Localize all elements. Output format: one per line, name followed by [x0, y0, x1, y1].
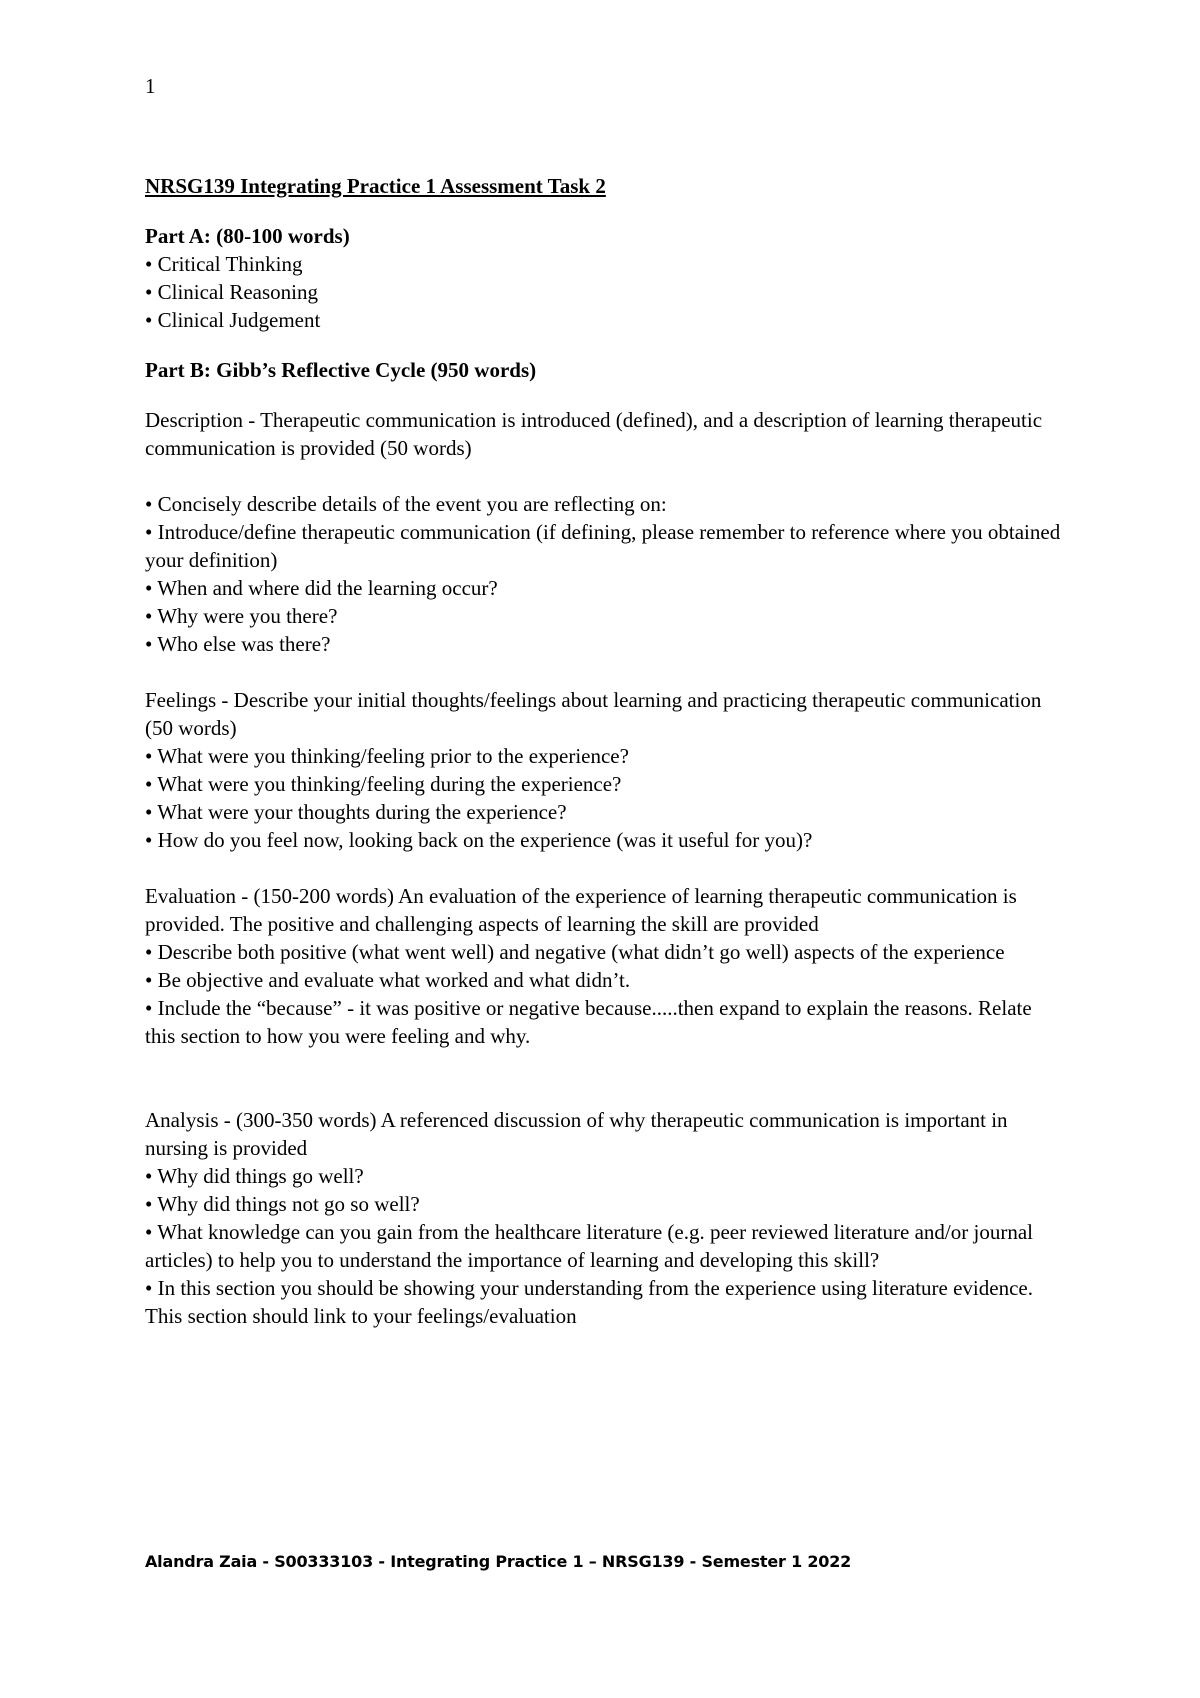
list-item: • What knowledge can you gain from the healthcare literature (e.g. peer reviewed literature and/or journal articles) to help you to understand the importance of learning and developing this skill? [145, 1220, 1033, 1272]
list-item: • What were you thinking/feeling during the experience? [145, 772, 622, 796]
feelings-intro: Feelings - Describe your initial thoughts/feelings about learning and practicing therapeutic communication (50 words) [145, 688, 1042, 740]
list-item: • Clinical Judgement [145, 308, 321, 332]
list-item: • In this section you should be showing your understanding from the experience using literature evidence. This section should link to your feelings/evaluation [145, 1276, 1033, 1328]
feelings-list [145, 742, 1065, 854]
list-item: • What were your thoughts during the experience? [145, 800, 567, 824]
evaluation-list [145, 938, 1065, 1050]
list-item: • Describe both positive (what went well) and negative (what didn’t go well) aspects of the experience [145, 940, 1005, 964]
document-body [145, 172, 1065, 1330]
page-footer: Alandra Zaia - S00333103 - Integrating Practice 1 – NRSG139 - Semester 1 2022 [145, 1552, 852, 1571]
description-list [145, 490, 1065, 658]
part-a-list [145, 250, 1065, 334]
list-item: • Why were you there? [145, 604, 338, 628]
list-item: • Who else was there? [145, 632, 331, 656]
list-item: • Why did things not go so well? [145, 1192, 420, 1216]
part-a-heading: Part A: (80-100 words) [145, 224, 350, 248]
list-item: • Critical Thinking [145, 252, 303, 276]
analysis-list [145, 1162, 1065, 1330]
list-item: • Introduce/define therapeutic communication (if defining, please remember to reference where you obtained your definition) [145, 520, 1061, 572]
part-b-heading: Part B: Gibb’s Reflective Cycle (950 words) [145, 358, 537, 382]
list-item: • What were you thinking/feeling prior to the experience? [145, 744, 629, 768]
description-intro: Description - Therapeutic communication is introduced (defined), and a description of learning therapeutic communication is provided (50 words) [145, 408, 1043, 460]
list-item: • Include the “because” - it was positive or negative because.....then expand to explain the reasons. Relate this section to how you were feeling and why. [145, 996, 1032, 1048]
document-title: NRSG139 Integrating Practice 1 Assessment Task 2 [145, 174, 606, 198]
list-item: • How do you feel now, looking back on the experience (was it useful for you)? [145, 828, 813, 852]
analysis-intro: Analysis - (300-350 words) A referenced discussion of why therapeutic communication is important in nursing is provided [145, 1108, 1008, 1160]
list-item: • Be objective and evaluate what worked and what didn’t. [145, 968, 631, 992]
evaluation-intro: Evaluation - (150-200 words) An evaluation of the experience of learning therapeutic communication is provided. The positive and challenging aspects of learning the skill are provided [145, 884, 1017, 936]
page-number: 1 [145, 74, 156, 98]
list-item: • Concisely describe details of the event you are reflecting on: [145, 492, 667, 516]
list-item: • Clinical Reasoning [145, 280, 318, 304]
list-item: • Why did things go well? [145, 1164, 364, 1188]
list-item: • When and where did the learning occur? [145, 576, 498, 600]
